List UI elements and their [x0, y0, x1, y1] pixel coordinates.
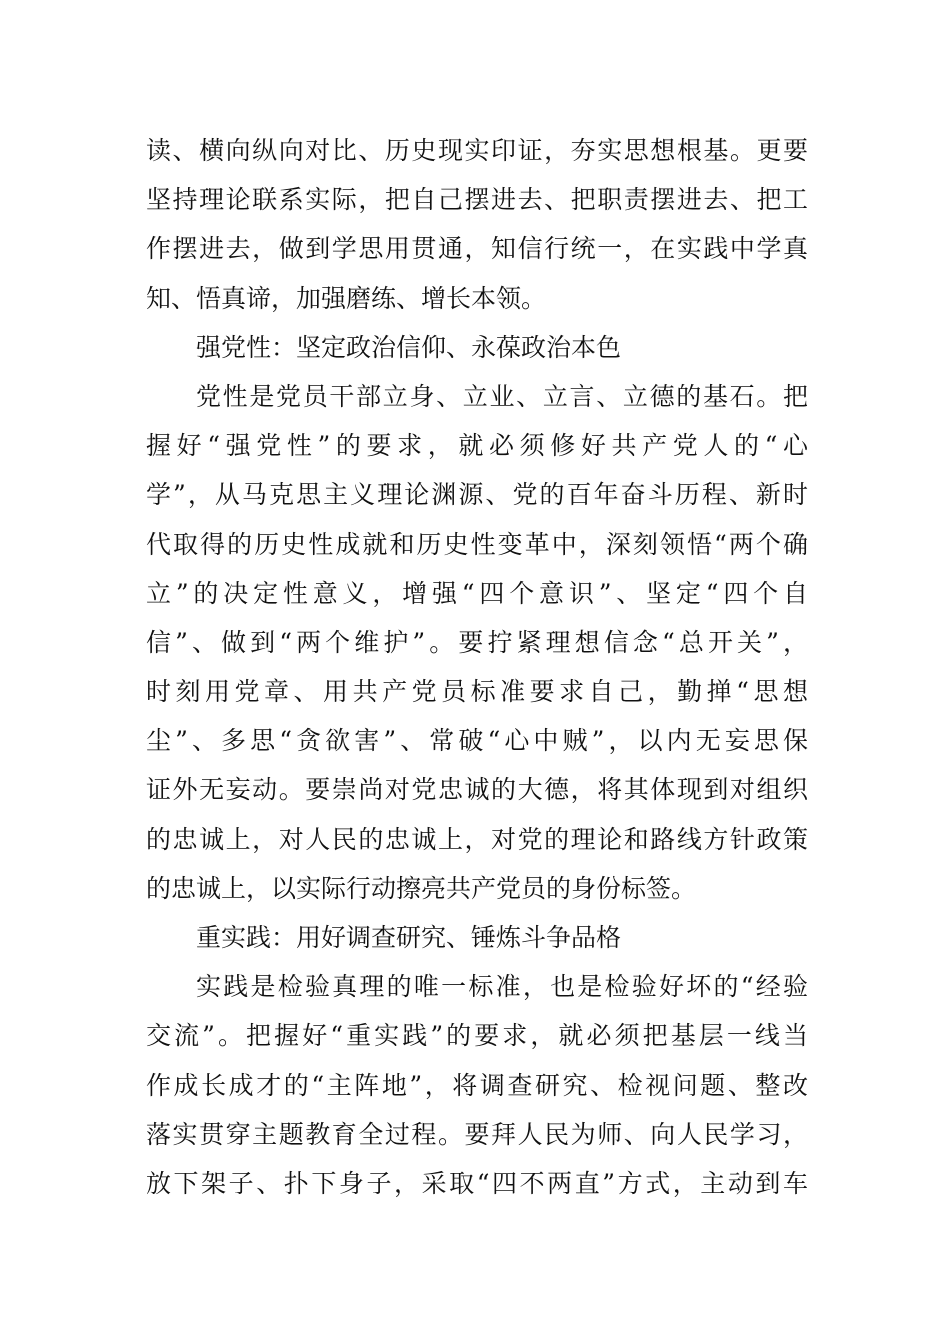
- text-line: 知、悟真谛，加强磨练、增长本领。: [146, 283, 547, 313]
- text-line: 立”的决定性意义，增强“四个意识”、坚定“四个自: [146, 578, 808, 608]
- text-line: 放下架子、扑下身子，采取“四不两直”方式，主动到车: [146, 1168, 808, 1198]
- text-line: 实践是检验真理的唯一标准，也是检验好坏的“经验: [196, 972, 808, 1002]
- text-line: 坚持理论联系实际，把自己摆进去、把职责摆进去、把工: [146, 185, 808, 215]
- text-line: 读、横向纵向对比、历史现实印证，夯实思想根基。更要: [146, 136, 808, 165]
- text-line: 作摆进去，做到学思用贯通，知信行统一，在实践中学真: [146, 234, 808, 264]
- text-line: 代取得的历史性成就和历史性变革中，深刻领悟“两个确: [146, 529, 808, 559]
- text-line: 信”、做到“两个维护”。要拧紧理想信念“总开关”，: [146, 627, 808, 657]
- text-line: 证外无妄动。要崇尚对党忠诚的大德，将其体现到对组织: [146, 775, 808, 805]
- section-heading-practice: 重实践：用好调查研究、锤炼斗争品格: [196, 923, 622, 952]
- text-line: 落实贯穿主题教育全过程。要拜人民为师、向人民学习，: [146, 1119, 808, 1149]
- text-line: 尘”、多思“贪欲害”、常破“心中贼”，以内无妄思保: [146, 726, 808, 756]
- text-line: 的忠诚上，以实际行动擦亮共产党员的身份标签。: [146, 873, 697, 903]
- text-line: 交流”。把握好“重实践”的要求，就必须把基层一线当: [146, 1021, 808, 1051]
- text-line: 时刻用党章、用共产党员标准要求自己，勤掸“思想: [146, 677, 808, 707]
- text-line: 党性是党员干部立身、立业、立言、立德的基石。把: [196, 381, 808, 411]
- text-line: 握好“强党性”的要求，就必须修好共产党人的“心: [146, 431, 808, 461]
- text-line: 学”，从马克思主义理论渊源、党的百年奋斗历程、新时: [146, 480, 808, 510]
- text-line: 的忠诚上，对人民的忠诚上，对党的理论和路线方针政策: [146, 824, 808, 854]
- text-line: 作成长成才的“主阵地”，将调查研究、检视问题、整改: [146, 1070, 808, 1100]
- section-heading-party-spirit: 强党性：坚定政治信仰、永葆政治本色: [196, 332, 622, 362]
- body-text: [146, 126, 808, 1208]
